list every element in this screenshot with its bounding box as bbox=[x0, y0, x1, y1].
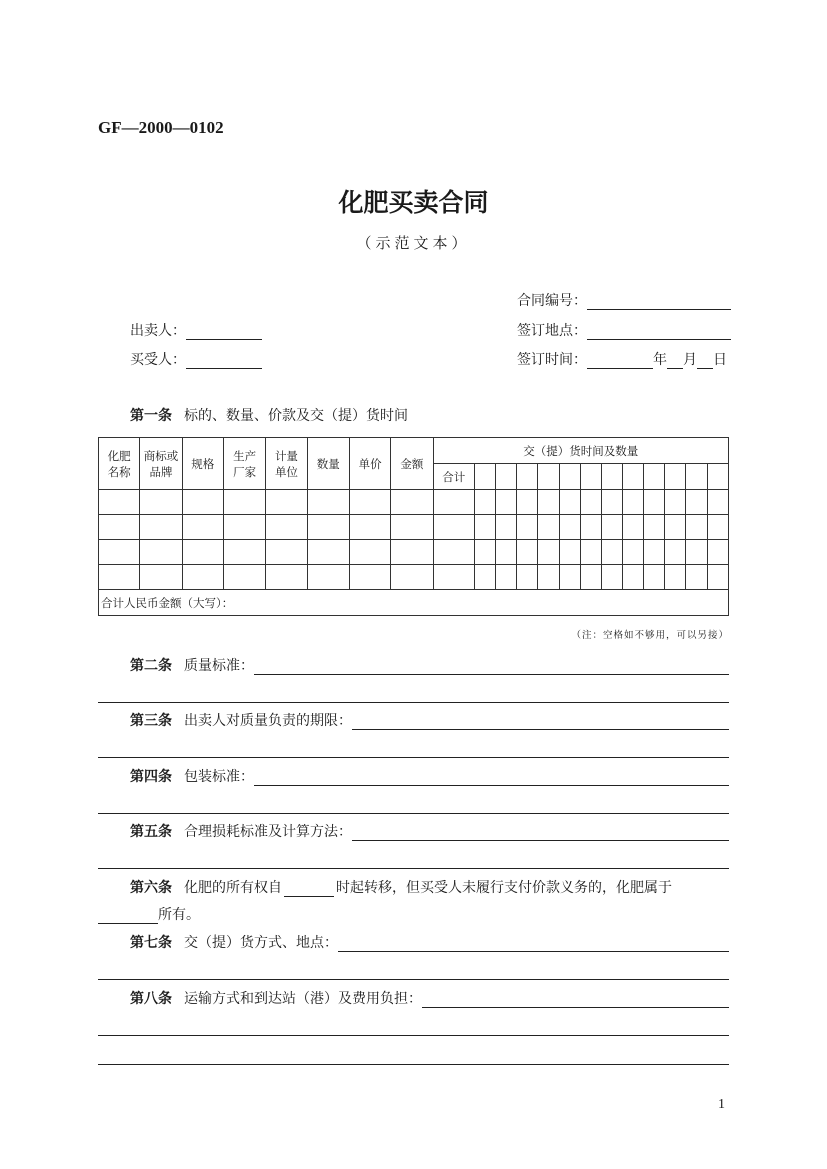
article-6-number: 第六条 bbox=[130, 880, 172, 896]
header-quantity: 数量 bbox=[307, 438, 349, 490]
table-cell[interactable] bbox=[474, 565, 495, 590]
table-cell[interactable] bbox=[686, 464, 707, 490]
table-cell[interactable] bbox=[266, 565, 307, 590]
table-cell[interactable] bbox=[266, 490, 307, 515]
article-2-number: 第二条 bbox=[130, 658, 172, 674]
article-6-text-c: 所有。 bbox=[158, 907, 200, 923]
article-4-number: 第四条 bbox=[130, 769, 172, 785]
table-cell[interactable] bbox=[707, 515, 728, 540]
table-cell[interactable] bbox=[517, 490, 538, 515]
seller-blank[interactable] bbox=[186, 324, 262, 340]
article-5-number: 第五条 bbox=[130, 824, 172, 840]
article-3-extra-line[interactable] bbox=[98, 756, 729, 758]
table-cell[interactable] bbox=[644, 565, 665, 590]
signing-month-blank[interactable] bbox=[667, 353, 683, 369]
article-6 bbox=[98, 877, 729, 924]
table-cell[interactable] bbox=[686, 515, 707, 540]
page-number: 1 bbox=[718, 1097, 725, 1112]
article-4-text: 包装标准： bbox=[184, 769, 254, 785]
article-3-text: 出卖人对质量负责的期限： bbox=[184, 713, 352, 729]
table-cell[interactable] bbox=[223, 490, 265, 515]
article-7-text: 交（提）货方式、地点： bbox=[184, 935, 338, 951]
table-row bbox=[99, 565, 729, 590]
header-amount: 金额 bbox=[391, 438, 433, 490]
table-cell[interactable] bbox=[559, 565, 580, 590]
table-cell[interactable] bbox=[307, 490, 349, 515]
signing-time-field bbox=[517, 349, 727, 369]
table-cell[interactable] bbox=[433, 540, 474, 565]
table-cell[interactable] bbox=[266, 515, 307, 540]
article-3-number: 第三条 bbox=[130, 713, 172, 729]
header-subtotal: 合计 bbox=[433, 464, 474, 490]
article-7-number: 第七条 bbox=[130, 935, 172, 951]
header-unit-price: 单价 bbox=[349, 438, 390, 490]
table-cell[interactable] bbox=[580, 565, 601, 590]
table-cell[interactable] bbox=[559, 490, 580, 515]
table-cell[interactable] bbox=[517, 565, 538, 590]
table-cell[interactable] bbox=[665, 565, 686, 590]
header-fertilizer-name: 化肥名称 bbox=[99, 438, 140, 490]
table-cell[interactable] bbox=[140, 490, 182, 515]
article-8-extra-line-1[interactable] bbox=[98, 1034, 729, 1036]
article-7 bbox=[98, 932, 729, 980]
table-cell[interactable] bbox=[99, 515, 140, 540]
article-8-blank[interactable] bbox=[422, 992, 729, 1008]
table-cell[interactable] bbox=[99, 540, 140, 565]
table-cell[interactable] bbox=[391, 515, 433, 540]
table-cell[interactable] bbox=[538, 464, 559, 490]
page-title: 化肥买卖合同 bbox=[338, 188, 489, 217]
article-8-text: 运输方式和到达站（港）及费用负担： bbox=[184, 991, 422, 1007]
header-manufacturer: 生产厂家 bbox=[223, 438, 265, 490]
table-cell[interactable] bbox=[559, 464, 580, 490]
table-cell[interactable] bbox=[580, 464, 601, 490]
buyer-label: 买受人： bbox=[130, 352, 186, 368]
document-code: GF—2000—0102 bbox=[98, 118, 224, 137]
table-cell[interactable] bbox=[622, 565, 643, 590]
table-cell[interactable] bbox=[622, 464, 643, 490]
table-cell[interactable] bbox=[538, 540, 559, 565]
contract-number-label: 合同编号： bbox=[517, 293, 587, 309]
table-cell[interactable] bbox=[644, 540, 665, 565]
table-cell[interactable] bbox=[665, 540, 686, 565]
header-brand: 商标或品牌 bbox=[140, 438, 182, 490]
table-cell[interactable] bbox=[601, 565, 622, 590]
table-cell[interactable] bbox=[622, 540, 643, 565]
table-cell[interactable] bbox=[391, 540, 433, 565]
table-cell[interactable] bbox=[182, 490, 223, 515]
table-cell[interactable] bbox=[644, 490, 665, 515]
table-row bbox=[99, 490, 729, 515]
table-cell[interactable] bbox=[496, 464, 517, 490]
table-cell[interactable] bbox=[601, 490, 622, 515]
buyer-blank[interactable] bbox=[186, 353, 262, 369]
table-cell[interactable] bbox=[517, 515, 538, 540]
table-cell[interactable] bbox=[665, 490, 686, 515]
table-cell[interactable] bbox=[517, 540, 538, 565]
table-cell[interactable] bbox=[601, 540, 622, 565]
seller-label: 出卖人： bbox=[130, 323, 186, 339]
article-5 bbox=[98, 821, 729, 869]
page-subtitle: （示范文本） bbox=[356, 234, 471, 252]
article-3-blank[interactable] bbox=[352, 714, 729, 730]
signing-time-label: 签订时间： bbox=[517, 352, 587, 368]
article-6-time-blank[interactable] bbox=[284, 881, 334, 897]
table-cell[interactable] bbox=[665, 515, 686, 540]
buyer-field bbox=[130, 349, 262, 369]
table-cell[interactable] bbox=[223, 515, 265, 540]
table-cell[interactable] bbox=[349, 565, 390, 590]
table-cell[interactable] bbox=[349, 515, 390, 540]
article-5-blank[interactable] bbox=[352, 825, 729, 841]
table-cell[interactable] bbox=[707, 565, 728, 590]
article-7-blank[interactable] bbox=[338, 936, 729, 952]
signing-year-blank[interactable] bbox=[587, 353, 653, 369]
article-4 bbox=[98, 766, 729, 814]
table-cell[interactable] bbox=[601, 464, 622, 490]
article-2-blank[interactable] bbox=[254, 659, 729, 675]
article-2-text: 质量标准： bbox=[184, 658, 254, 674]
article-8 bbox=[98, 988, 729, 1065]
article-6-text-b: 时起转移，但买受人未履行支付价款义务的，化肥属于 bbox=[336, 880, 672, 896]
table-cell[interactable] bbox=[538, 490, 559, 515]
table-cell[interactable] bbox=[140, 515, 182, 540]
article-2 bbox=[98, 655, 729, 703]
table-cell[interactable] bbox=[433, 515, 474, 540]
table-cell[interactable] bbox=[559, 540, 580, 565]
table-cell[interactable] bbox=[99, 565, 140, 590]
table-cell[interactable] bbox=[580, 490, 601, 515]
table-cell[interactable] bbox=[496, 490, 517, 515]
month-label: 月 bbox=[683, 352, 697, 368]
table-cell[interactable] bbox=[601, 515, 622, 540]
table-cell[interactable] bbox=[307, 540, 349, 565]
table-cell[interactable] bbox=[223, 565, 265, 590]
table-cell[interactable] bbox=[559, 515, 580, 540]
total-amount-row[interactable]: 合计人民币金额（大写）： bbox=[99, 590, 729, 616]
table-cell[interactable] bbox=[580, 540, 601, 565]
seller-field bbox=[130, 320, 262, 340]
table-cell[interactable] bbox=[474, 515, 495, 540]
table-cell[interactable] bbox=[580, 515, 601, 540]
signing-place-blank[interactable] bbox=[587, 324, 731, 340]
table-cell[interactable] bbox=[496, 565, 517, 590]
table-cell[interactable] bbox=[349, 490, 390, 515]
article-2-extra-line[interactable] bbox=[98, 701, 729, 703]
contract-number-blank[interactable] bbox=[587, 294, 731, 310]
table-cell[interactable] bbox=[182, 515, 223, 540]
table-cell[interactable] bbox=[474, 490, 495, 515]
table-cell[interactable] bbox=[686, 565, 707, 590]
table-cell[interactable] bbox=[349, 540, 390, 565]
article-1 bbox=[130, 405, 408, 425]
table-cell[interactable] bbox=[391, 490, 433, 515]
table-cell[interactable] bbox=[622, 490, 643, 515]
table-cell[interactable] bbox=[474, 540, 495, 565]
table-cell[interactable] bbox=[686, 490, 707, 515]
table-cell[interactable] bbox=[517, 464, 538, 490]
table-cell[interactable] bbox=[433, 565, 474, 590]
table-cell[interactable] bbox=[140, 565, 182, 590]
year-label: 年 bbox=[653, 352, 667, 368]
article-8-extra-line-2[interactable] bbox=[98, 1063, 729, 1065]
article-6-owner-blank[interactable] bbox=[98, 908, 158, 924]
table-cell[interactable] bbox=[622, 515, 643, 540]
table-cell[interactable] bbox=[307, 515, 349, 540]
contract-number-field bbox=[517, 290, 731, 310]
table-cell[interactable] bbox=[644, 464, 665, 490]
table-cell[interactable] bbox=[182, 540, 223, 565]
table-row bbox=[99, 540, 729, 565]
article-5-text: 合理损耗标准及计算方法： bbox=[184, 824, 352, 840]
article-1-text: 标的、数量、价款及交（提）货时间 bbox=[184, 408, 408, 424]
table-cell[interactable] bbox=[707, 490, 728, 515]
goods-table bbox=[98, 437, 729, 616]
table-cell[interactable] bbox=[140, 540, 182, 565]
article-7-extra-line[interactable] bbox=[98, 978, 729, 980]
signing-place-label: 签订地点： bbox=[517, 323, 587, 339]
table-cell[interactable] bbox=[474, 464, 495, 490]
table-cell[interactable] bbox=[538, 565, 559, 590]
table-cell[interactable] bbox=[686, 540, 707, 565]
table-note: （注：空格如不够用，可以另接） bbox=[571, 630, 729, 641]
table-cell[interactable] bbox=[538, 515, 559, 540]
table-cell[interactable] bbox=[307, 565, 349, 590]
header-delivery: 交（提）货时间及数量 bbox=[433, 438, 728, 464]
table-cell[interactable] bbox=[707, 464, 728, 490]
article-6-text-a: 化肥的所有权自 bbox=[184, 880, 282, 896]
table-cell[interactable] bbox=[99, 490, 140, 515]
table-cell[interactable] bbox=[707, 540, 728, 565]
article-4-blank[interactable] bbox=[254, 770, 729, 786]
article-4-extra-line[interactable] bbox=[98, 812, 729, 814]
article-1-number: 第一条 bbox=[130, 408, 172, 424]
header-spec: 规格 bbox=[182, 438, 223, 490]
header-unit: 计量单位 bbox=[266, 438, 307, 490]
day-label: 日 bbox=[713, 352, 727, 368]
table-cell[interactable] bbox=[496, 515, 517, 540]
table-cell[interactable] bbox=[665, 464, 686, 490]
table-cell[interactable] bbox=[644, 515, 665, 540]
table-cell[interactable] bbox=[182, 565, 223, 590]
signing-place-field bbox=[517, 320, 731, 340]
table-cell[interactable] bbox=[433, 490, 474, 515]
article-8-number: 第八条 bbox=[130, 991, 172, 1007]
article-5-extra-line[interactable] bbox=[98, 867, 729, 869]
article-3 bbox=[98, 710, 729, 758]
signing-day-blank[interactable] bbox=[697, 353, 713, 369]
table-row bbox=[99, 515, 729, 540]
table-cell[interactable] bbox=[223, 540, 265, 565]
table-cell[interactable] bbox=[496, 540, 517, 565]
table-cell[interactable] bbox=[266, 540, 307, 565]
table-cell[interactable] bbox=[391, 565, 433, 590]
